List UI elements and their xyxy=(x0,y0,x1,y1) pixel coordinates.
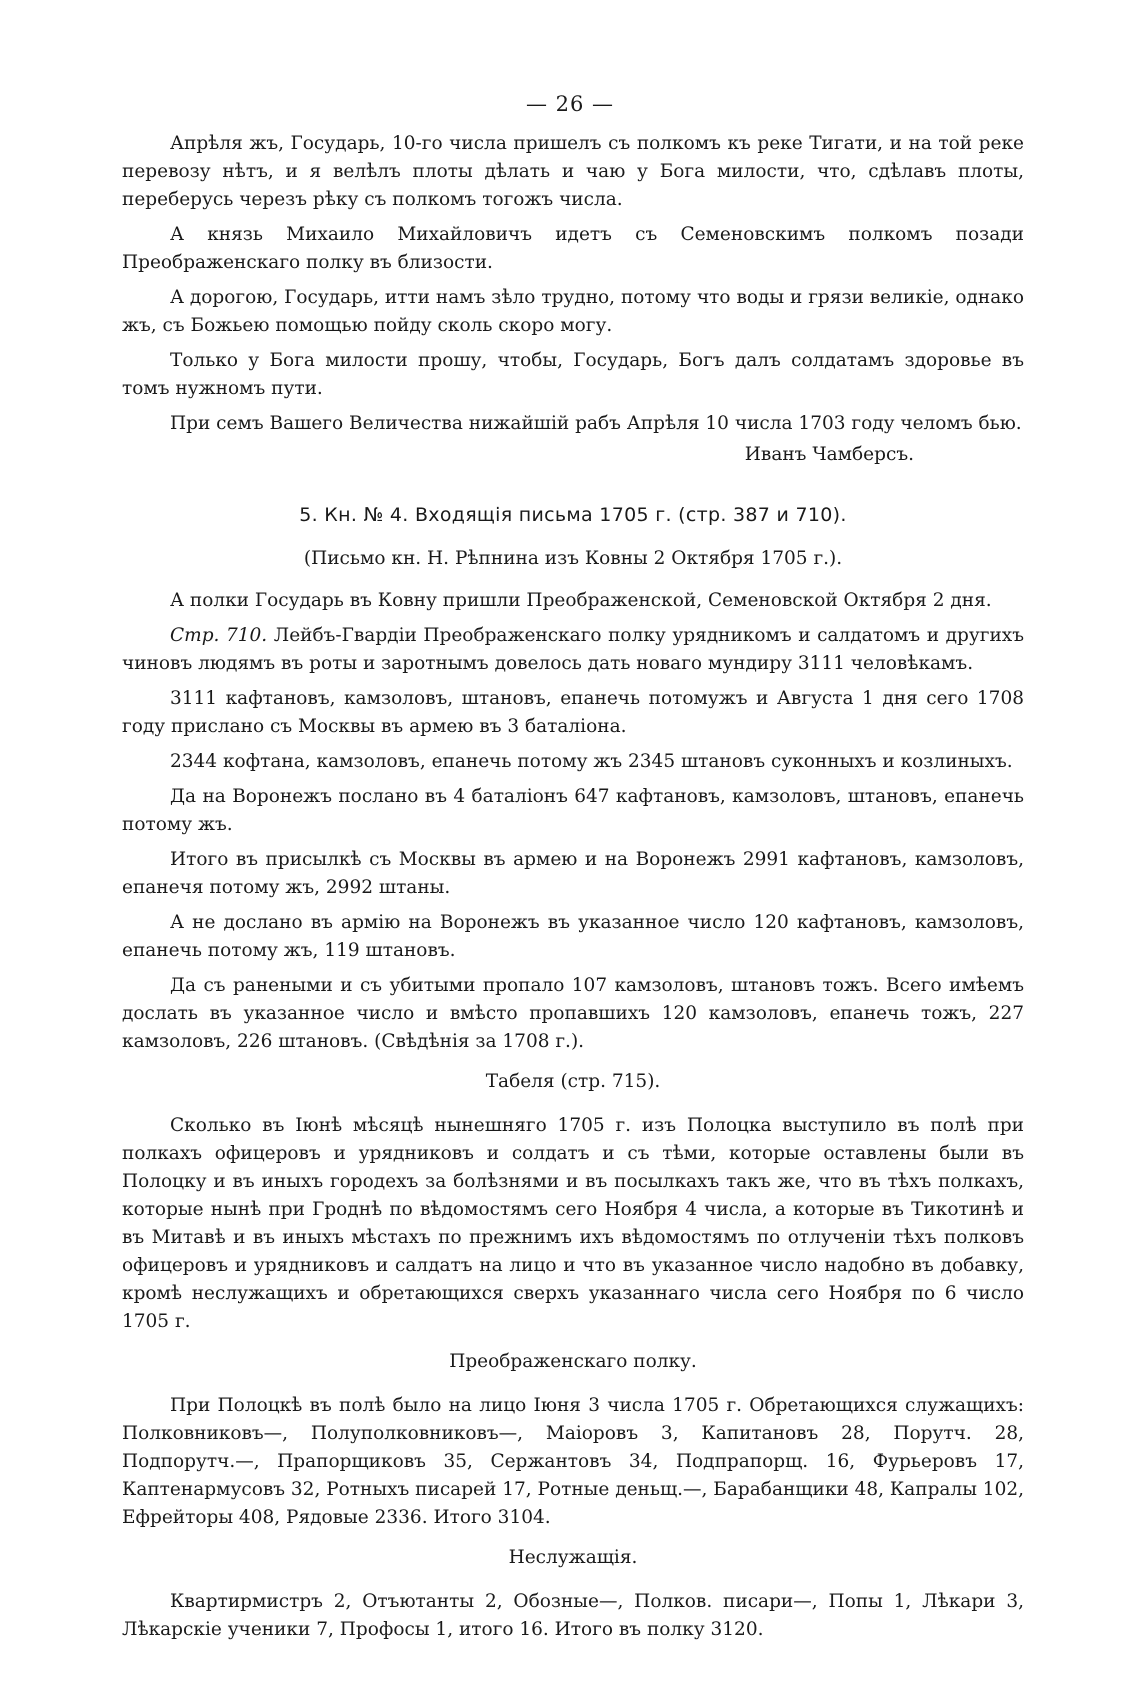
paragraph: Итого въ присылкѣ съ Москвы въ армею и на Воронежъ 2991 кафтановъ, камзоловъ, епанечя потому жъ, 2992 штаны. xyxy=(122,849,1024,898)
paragraph-with-reference xyxy=(122,622,1024,678)
paragraph: Квартирмистръ 2, Отъютанты 2, Обозные—, Полков. писари—, Попы 1, Лѣкари 3, Лѣкарскіе ученики 7, Профосы 1, итого 16. Итого въ полку 3120. xyxy=(122,1591,1024,1640)
paragraph: При семъ Вашего Величества нижайшій рабъ Апрѣля 10 числа 1703 году челомъ бью. xyxy=(170,413,1022,434)
page-number: — 26 — xyxy=(525,92,615,116)
tabela-title: Табеля (стр. 715). xyxy=(485,1071,661,1092)
paragraph: А дорогою, Государь, итти намъ зѣло трудно, потому что воды и грязи великіе, однако жъ, съ Божьею помощью пойду сколь скоро могу. xyxy=(122,287,1024,336)
page-reference: Стр. 710. xyxy=(170,625,268,646)
paragraph: Только у Бога милости прошу, чтобы, Государь, Богъ далъ солдатамъ здоровье въ томъ нужномъ пути. xyxy=(122,350,1024,399)
nonserving-title: Неслужащія. xyxy=(508,1547,638,1568)
paragraph: А полки Государь въ Ковну пришли Преображенской, Семеновской Октября 2 дня. xyxy=(170,590,992,611)
paragraph: А князь Михаило Михайловичъ идетъ съ Семеновскимъ полкомъ позади Преображенскаго полку въ близости. xyxy=(122,224,1024,273)
paragraph: А не дослано въ армію на Воронежъ въ указанное число 120 кафтановъ, камзоловъ, епанечь потому жъ, 119 штановъ. xyxy=(122,912,1024,961)
paragraph: Да съ ранеными и съ убитыми пропало 107 камзоловъ, штановъ тожъ. Всего имѣемъ дослать въ указанное число и вмѣсто пропавшихъ 120 камзоловъ, епанечь тожъ, 227 камзоловъ, 226 штановъ. (Свѣдѣнія за 1708 г.). xyxy=(122,975,1024,1052)
letter-1 xyxy=(122,130,1024,469)
main-text xyxy=(122,130,1024,1651)
signature: Иванъ Чамберсъ. xyxy=(744,444,914,465)
paragraph: 2344 кофтана, камзоловъ, епанечь потому жъ 2345 штановъ суконныхъ и козлиныхъ. xyxy=(170,751,1013,772)
section-heading: 5. Кн. № 4. Входящія письма 1705 г. (стр. 387 и 710). xyxy=(299,504,847,526)
section-subheading: (Письмо кн. Н. Рѣпнина изъ Ковны 2 Октября 1705 г.). xyxy=(303,548,843,569)
regiment-title: Преображенскаго полку. xyxy=(449,1351,697,1372)
paragraph: 3111 кафтановъ, камзоловъ, штановъ, епанечь потомужъ и Августа 1 дня сего 1708 году прислано съ Москвы въ армею въ 3 баталіона. xyxy=(122,688,1024,737)
paragraph: Сколько въ Іюнѣ мѣсяцѣ нынешняго 1705 г. изъ Полоцка выступило въ полѣ при полкахъ офицеровъ и урядниковъ и солдатъ и съ тѣми, которые оставлены были въ Полоцку и въ иныхъ городехъ за болѣзнями и въ посылкахъ такъ же, что въ тѣхъ полкахъ, которые нынѣ при Гроднѣ по вѣдомостямъ сего Ноября 4 числа, а которые въ Тикотинѣ и въ Митавѣ и въ иныхъ мѣстахъ по прежнимъ ихъ вѣдомостямъ по отлученіи тѣхъ полковъ офицеровъ и урядниковъ и салдатъ на лицо и что въ указанное число надобно въ добавку, кромѣ неслужащихъ и обретающихся сверхъ указаннаго числа сего Ноября по 6 число 1705 г. xyxy=(122,1115,1024,1332)
paragraph: При Полоцкѣ въ полѣ было на лицо Іюня 3 числа 1705 г. Обретающихся служащихъ: Полковниковъ—, Полуполковниковъ—, Маіоровъ 3, Капитановъ 28, Порутч. 28, Подпорутч.—, Прапорщиковъ 35, Сержантовъ 34, Подпрапорщ. 16, Фурьеровъ 17, Каптенармусовъ 32, Ротныхъ писарей 17, Ротные деньщ.—, Барабанщики 48, Капралы 102, Ефрейторы 408, Рядовые 2336. Итого 3104. xyxy=(122,1395,1025,1528)
reference-text: Лейбъ-Гвардіи Преображенскаго полку урядникомъ и салдатомъ и другихъ чиновъ людямъ въ роты и заротнымъ довелось дать новаго мундиру 3111 человѣкамъ. xyxy=(122,625,1025,674)
paragraph: Апрѣля жъ, Государь, 10-го числа пришелъ съ полкомъ къ реке Тигати, и на той реке перевозу нѣтъ, и я велѣлъ плоты дѣлать и чаю у Бога милости, что, сдѣлавъ плоты, переберусь черезъ рѣку съ полкомъ тогожъ числа. xyxy=(122,133,1024,210)
paragraph: Да на Воронежъ послано въ 4 баталіонъ 647 кафтановъ, камзоловъ, штановъ, епанечь потому жъ. xyxy=(122,786,1024,835)
